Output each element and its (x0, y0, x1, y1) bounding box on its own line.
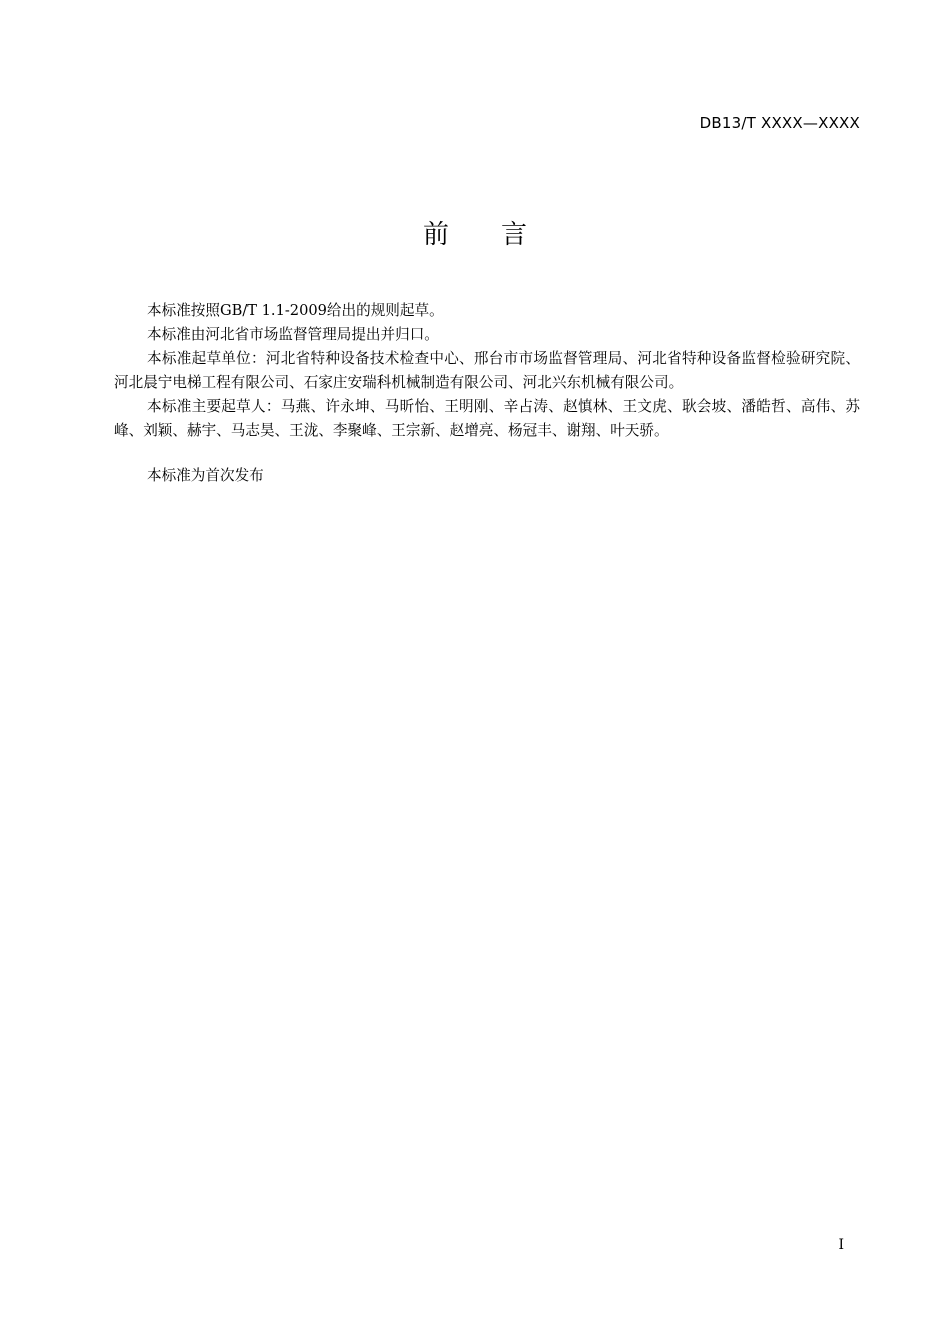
paragraph-proposer: 本标准由河北省市场监督管理局提出并归口。 (147, 326, 439, 343)
title-first-char: 前 (422, 220, 449, 250)
paragraph-first-release: 本标准为首次发布 (147, 467, 264, 484)
page-title (0, 214, 950, 251)
foreword-body (114, 299, 860, 488)
title-second-char: 言 (501, 220, 528, 250)
document-code: DB13/T XXXX—XXXX (699, 114, 860, 132)
paragraph-drafting-rules: 本标准按照GB/T 1.1-2009给出的规则起草。 (147, 302, 444, 319)
paragraph-drafters: 本标准主要起草人：马燕、许永坤、马昕怡、王明刚、辛占涛、赵慎林、王文虎、耿会坡、潘皓哲、高伟、苏峰、刘颖、赫宇、马志昊、王泷、李聚峰、王宗新、赵增亮、杨冠丰、谢翔、叶天骄。 (114, 398, 860, 439)
page-number: I (838, 1237, 844, 1253)
paragraph-drafting-units: 本标准起草单位：河北省特种设备技术检查中心、邢台市市场监督管理局、河北省特种设备监督检验研究院、河北晨宁电梯工程有限公司、石家庄安瑞科机械制造有限公司、河北兴东机械有限公司。 (114, 350, 860, 391)
